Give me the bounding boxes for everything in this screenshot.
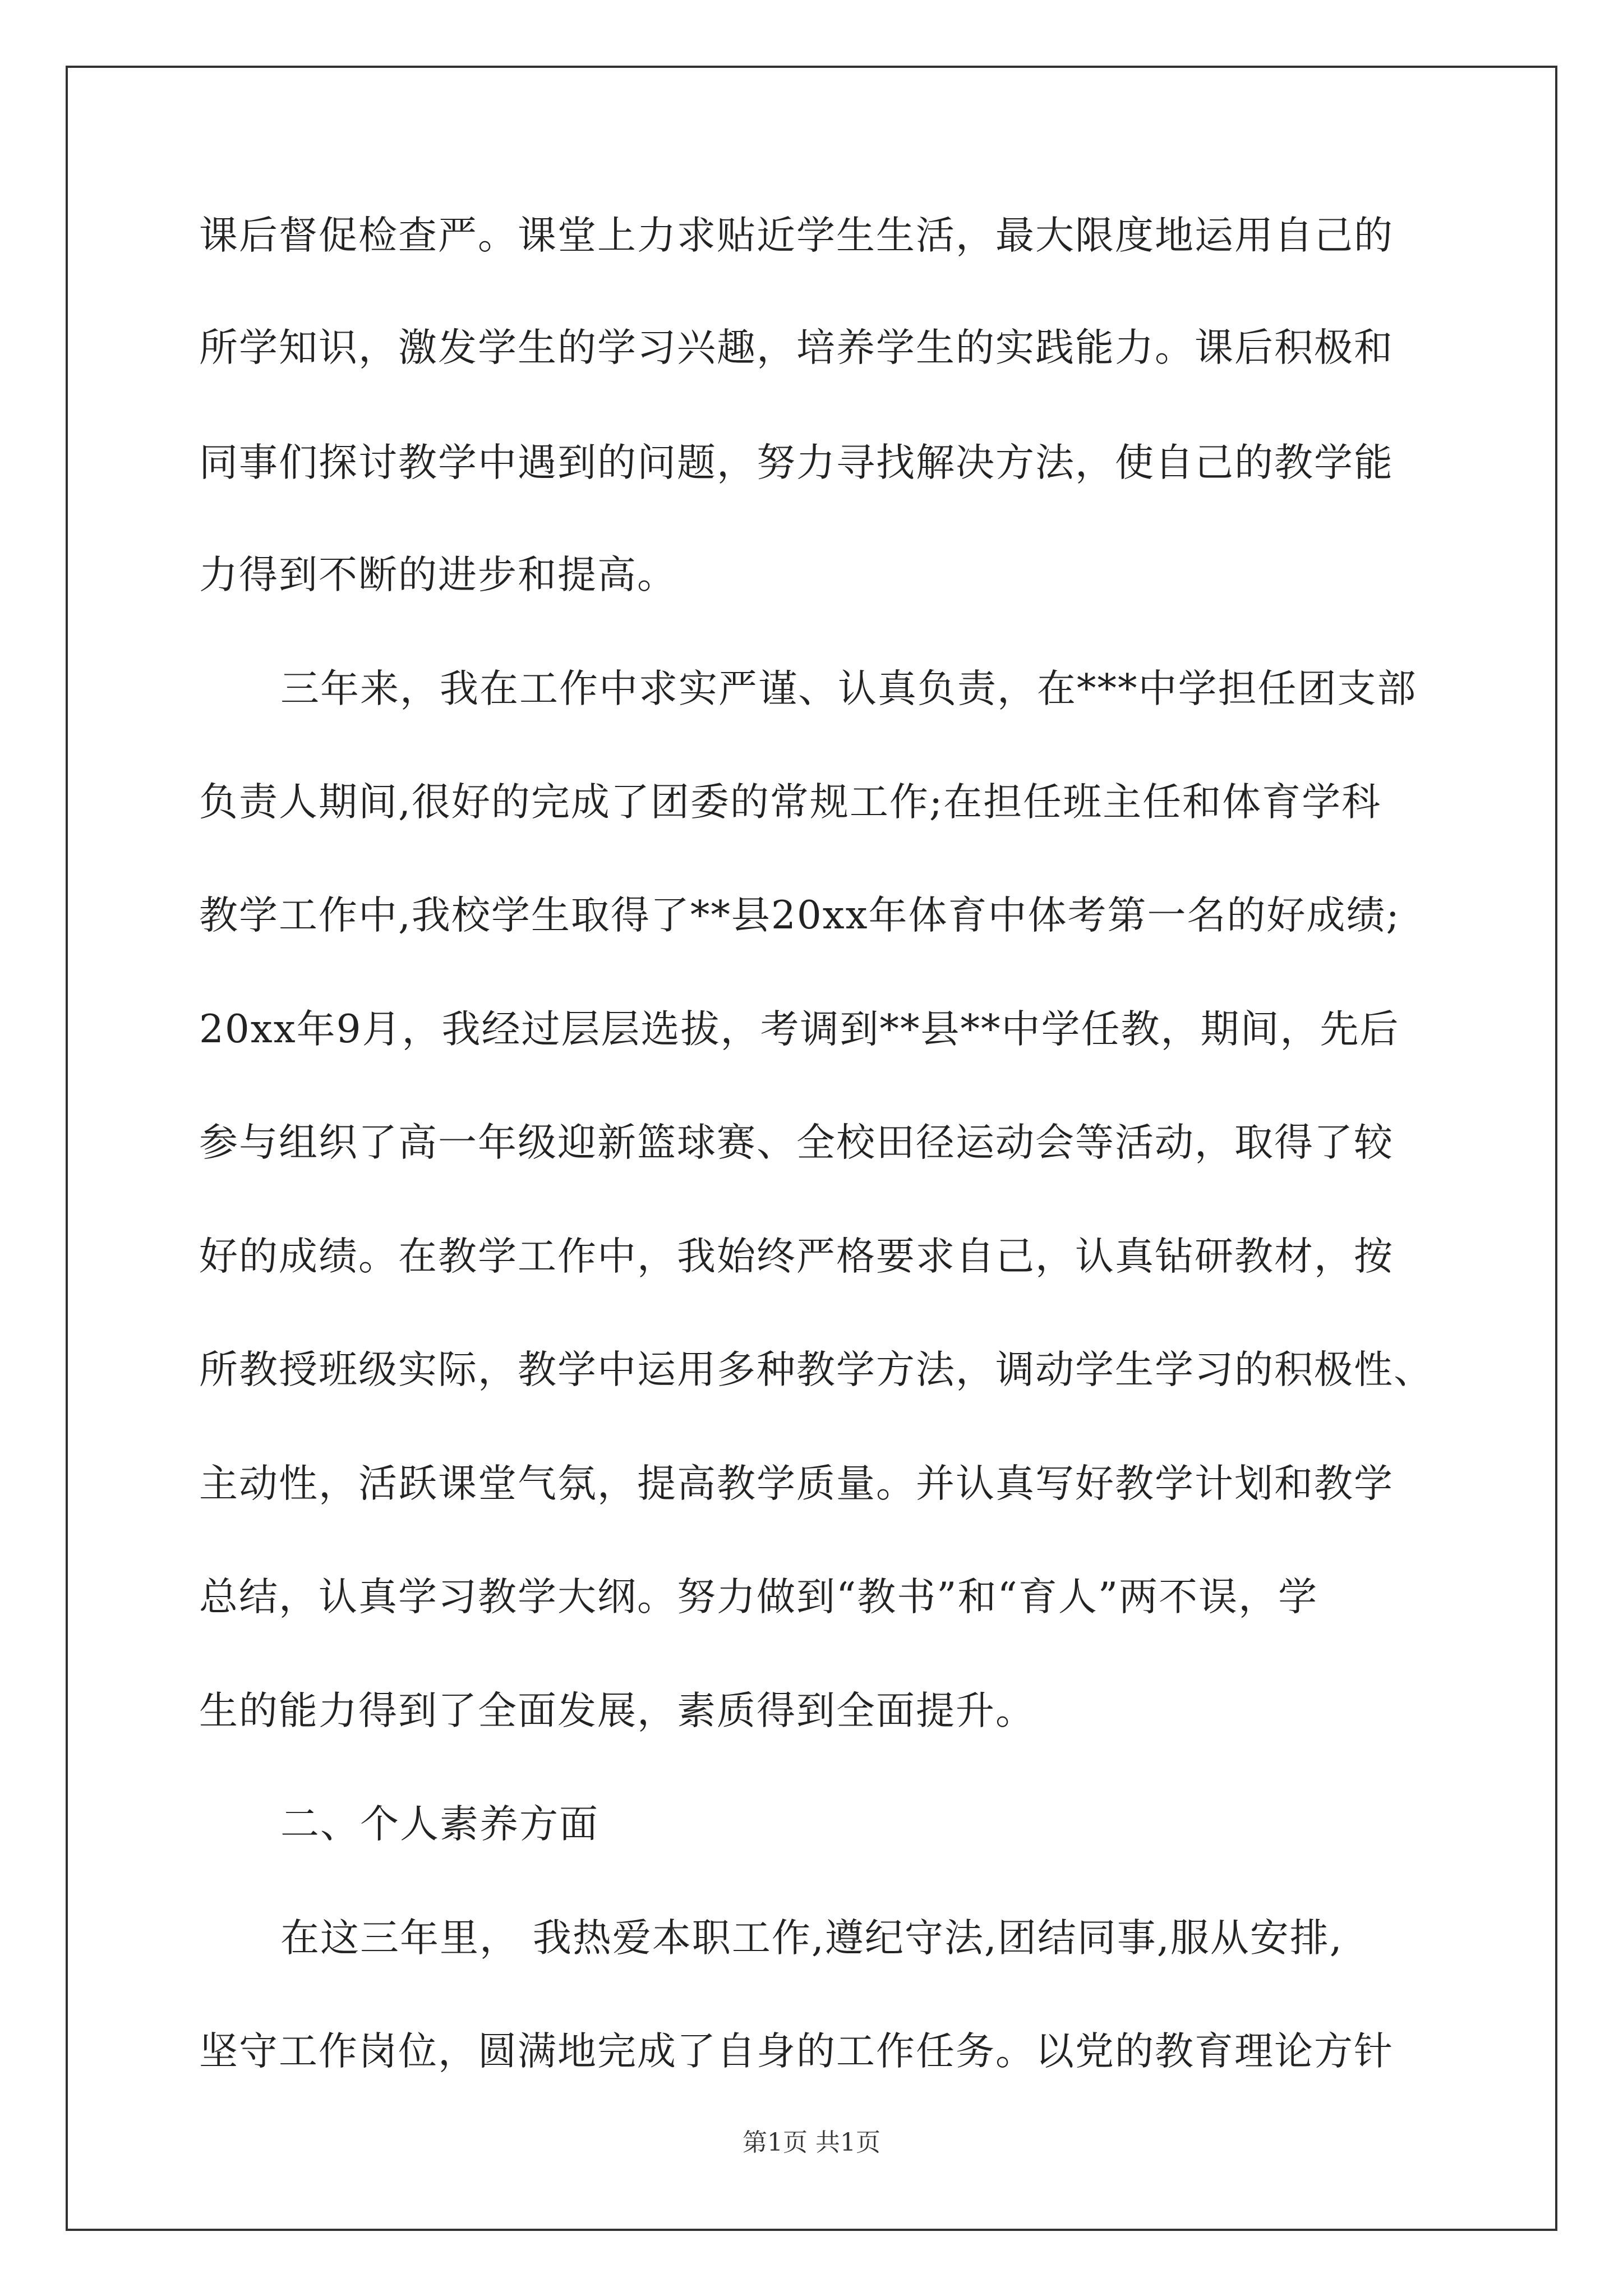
paragraph-line: 同事们探讨教学中遇到的问题，努力寻找解决方法，使自己的教学能 [199,440,1394,485]
paragraph-line: 在这三年里， 我热爱本职工作,遵纪守法,团结同事,服从安排, [280,1916,1343,1961]
section-heading: 二、个人素养方面 [280,1802,599,1847]
paragraph-line: 所学知识，激发学生的学习兴趣，培养学生的实践能力。课后积极和 [199,325,1394,370]
paragraph-line: 主动性，活跃课堂气氛，提高教学质量。并认真写好教学计划和教学 [199,1461,1394,1506]
paragraph-line: 坚守工作岗位，圆满地完成了自身的工作任务。以党的教育理论方针 [199,2029,1394,2074]
paragraph-line: 参与组织了高一年级迎新篮球赛、全校田径运动会等活动，取得了较 [199,1120,1394,1165]
paragraph-line: 教学工作中,我校学生取得了**县20xx年体育中体考第一名的好成绩; [199,893,1400,938]
paragraph-line: 所教授班级实际，教学中运用多种教学方法，调动学生学习的积极性、 [199,1347,1433,1392]
paragraph-line: 负责人期间,很好的完成了团委的常规工作;在担任班主任和体育学科 [199,780,1382,825]
paragraph-line: 三年来，我在工作中求实严谨、认真负责，在***中学担任团支部 [280,666,1417,711]
paragraph-line: 生的能力得到了全面发展，素质得到全面提升。 [199,1688,1035,1733]
paragraph-line: 课后督促检查严。课堂上力求贴近学生生活，最大限度地运用自己的 [199,213,1394,258]
paragraph-line: 总结，认真学习教学大纲。努力做到“教书”和“育人”两不误，学 [199,1575,1318,1619]
page-number-footer: 第1页 共1页 [743,2128,880,2157]
paragraph-line: 力得到不断的进步和提高。 [199,553,677,597]
paragraph-line: 20xx年9月，我经过层层选拔，考调到**县**中学任教，期间，先后 [199,1007,1400,1052]
paragraph-line: 好的成绩。在教学工作中，我始终严格要求自己，认真钻研教材，按 [199,1234,1394,1279]
